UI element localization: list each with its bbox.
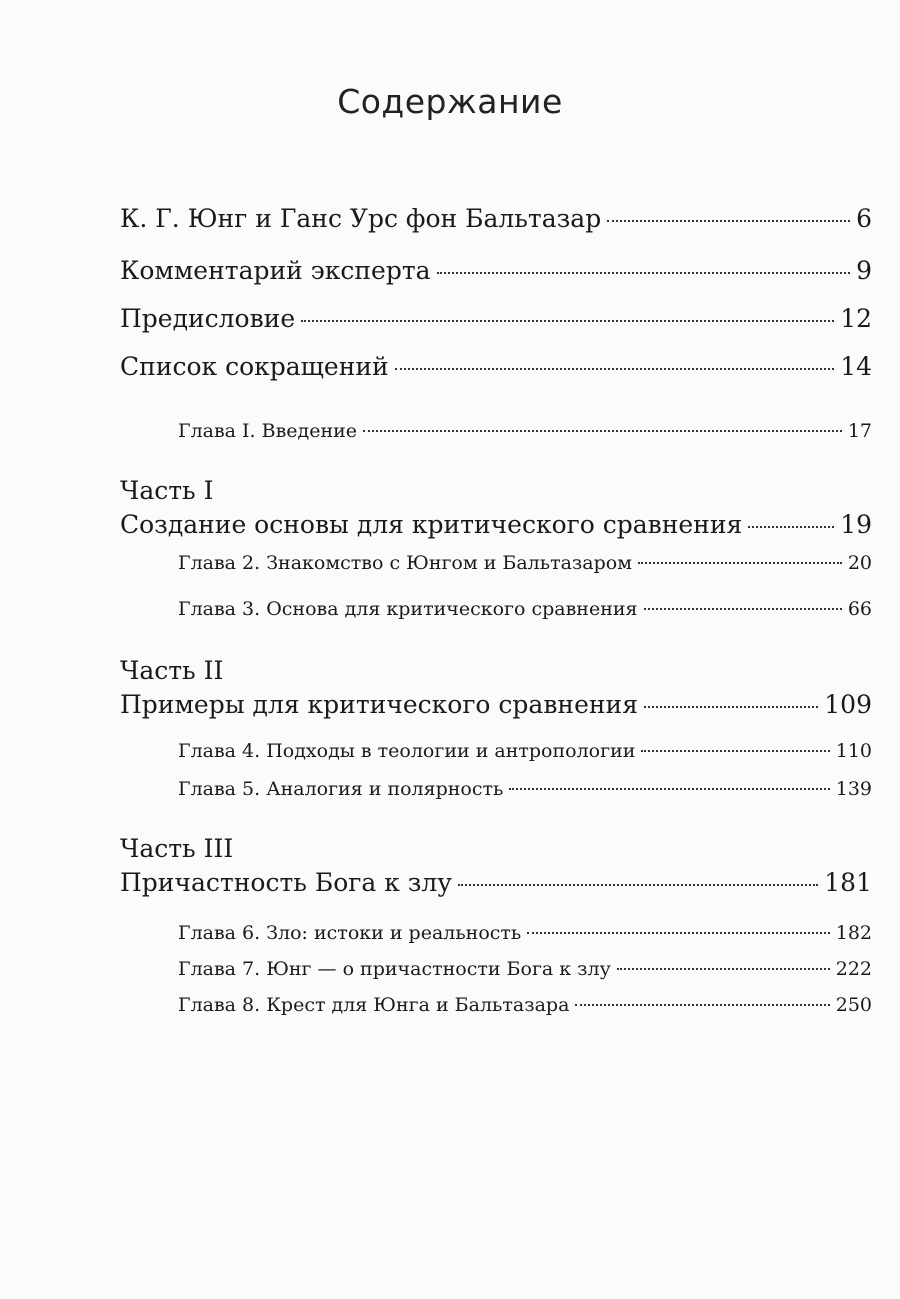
toc-entry-page: 222 [835, 958, 872, 980]
toc-entry-page: 110 [835, 740, 872, 762]
toc-entry-page: 6 [856, 204, 872, 233]
toc-entry-page: 17 [847, 420, 872, 442]
toc-entry[interactable] [178, 778, 872, 800]
dot-leader [575, 1004, 829, 1006]
dot-leader [748, 526, 834, 528]
part-heading: Часть III [120, 834, 234, 863]
toc-entry-label: К. Г. Юнг и Ганс Урс фон Бальтазар [120, 204, 602, 233]
part-heading: Часть II [120, 656, 224, 685]
toc-entry[interactable] [178, 958, 872, 980]
dot-leader [363, 430, 842, 432]
dot-leader [527, 932, 829, 934]
dot-leader [458, 884, 818, 886]
toc-entry-page: 182 [835, 922, 872, 944]
toc-entry-label: Список сокращений [120, 352, 389, 381]
toc-entry[interactable] [120, 256, 872, 285]
toc-entry-label: Причастность Бога к злу [120, 868, 453, 897]
toc-entry-page: 19 [840, 510, 872, 539]
toc-entry[interactable] [120, 304, 872, 333]
dot-leader [509, 788, 829, 790]
toc-entry-page: 14 [840, 352, 872, 381]
toc-entry-label: Создание основы для критического сравнения [120, 510, 743, 539]
toc-entry[interactable] [120, 510, 872, 539]
part-heading: Часть I [120, 476, 214, 505]
toc-entry-label: Глава 4. Подходы в теологии и антропологии [178, 740, 636, 762]
toc-entry-label: Глава I. Введение [178, 420, 358, 442]
toc-entry[interactable] [178, 420, 872, 442]
dot-leader [395, 368, 834, 370]
toc-entry-label: Глава 2. Знакомство с Юнгом и Бальтазаром [178, 552, 633, 574]
toc-entry-label: Глава 3. Основа для критического сравнения [178, 598, 638, 620]
toc-entry-page: 139 [835, 778, 872, 800]
toc-entry-page: 20 [847, 552, 872, 574]
toc-entry-page: 109 [824, 690, 872, 719]
toc-entry[interactable] [178, 922, 872, 944]
toc-entry-page: 181 [824, 868, 872, 897]
toc-entry-page: 250 [835, 994, 872, 1016]
dot-leader [607, 220, 850, 222]
toc-entry[interactable] [120, 690, 872, 719]
dot-leader [638, 562, 842, 564]
toc-entry-label: Глава 5. Аналогия и полярность [178, 778, 504, 800]
toc-entry-label: Предисловие [120, 304, 296, 333]
toc-entry-label: Глава 8. Крест для Юнга и Бальтазара [178, 994, 570, 1016]
toc-entry-page: 66 [847, 598, 872, 620]
toc-entry[interactable] [178, 552, 872, 574]
toc-entry-label: Примеры для критического сравнения [120, 690, 638, 719]
toc-entry[interactable] [120, 204, 872, 233]
dot-leader [644, 608, 842, 610]
toc-entry-label: Комментарий эксперта [120, 256, 431, 285]
dot-leader [641, 750, 829, 752]
dot-leader [644, 706, 818, 708]
toc-entry[interactable] [178, 994, 872, 1016]
dot-leader [617, 968, 830, 970]
toc-entry[interactable] [120, 868, 872, 897]
toc-entry[interactable] [178, 740, 872, 762]
toc-entry-page: 12 [840, 304, 872, 333]
toc-entry-label: Глава 6. Зло: истоки и реальность [178, 922, 522, 944]
dot-leader [437, 272, 851, 274]
page-title: Содержание [337, 82, 563, 121]
dot-leader [301, 320, 834, 322]
toc-entry[interactable] [120, 352, 872, 381]
toc-entry[interactable] [178, 598, 872, 620]
toc-entry-page: 9 [856, 256, 872, 285]
toc-entry-label: Глава 7. Юнг — о причастности Бога к злу [178, 958, 611, 980]
